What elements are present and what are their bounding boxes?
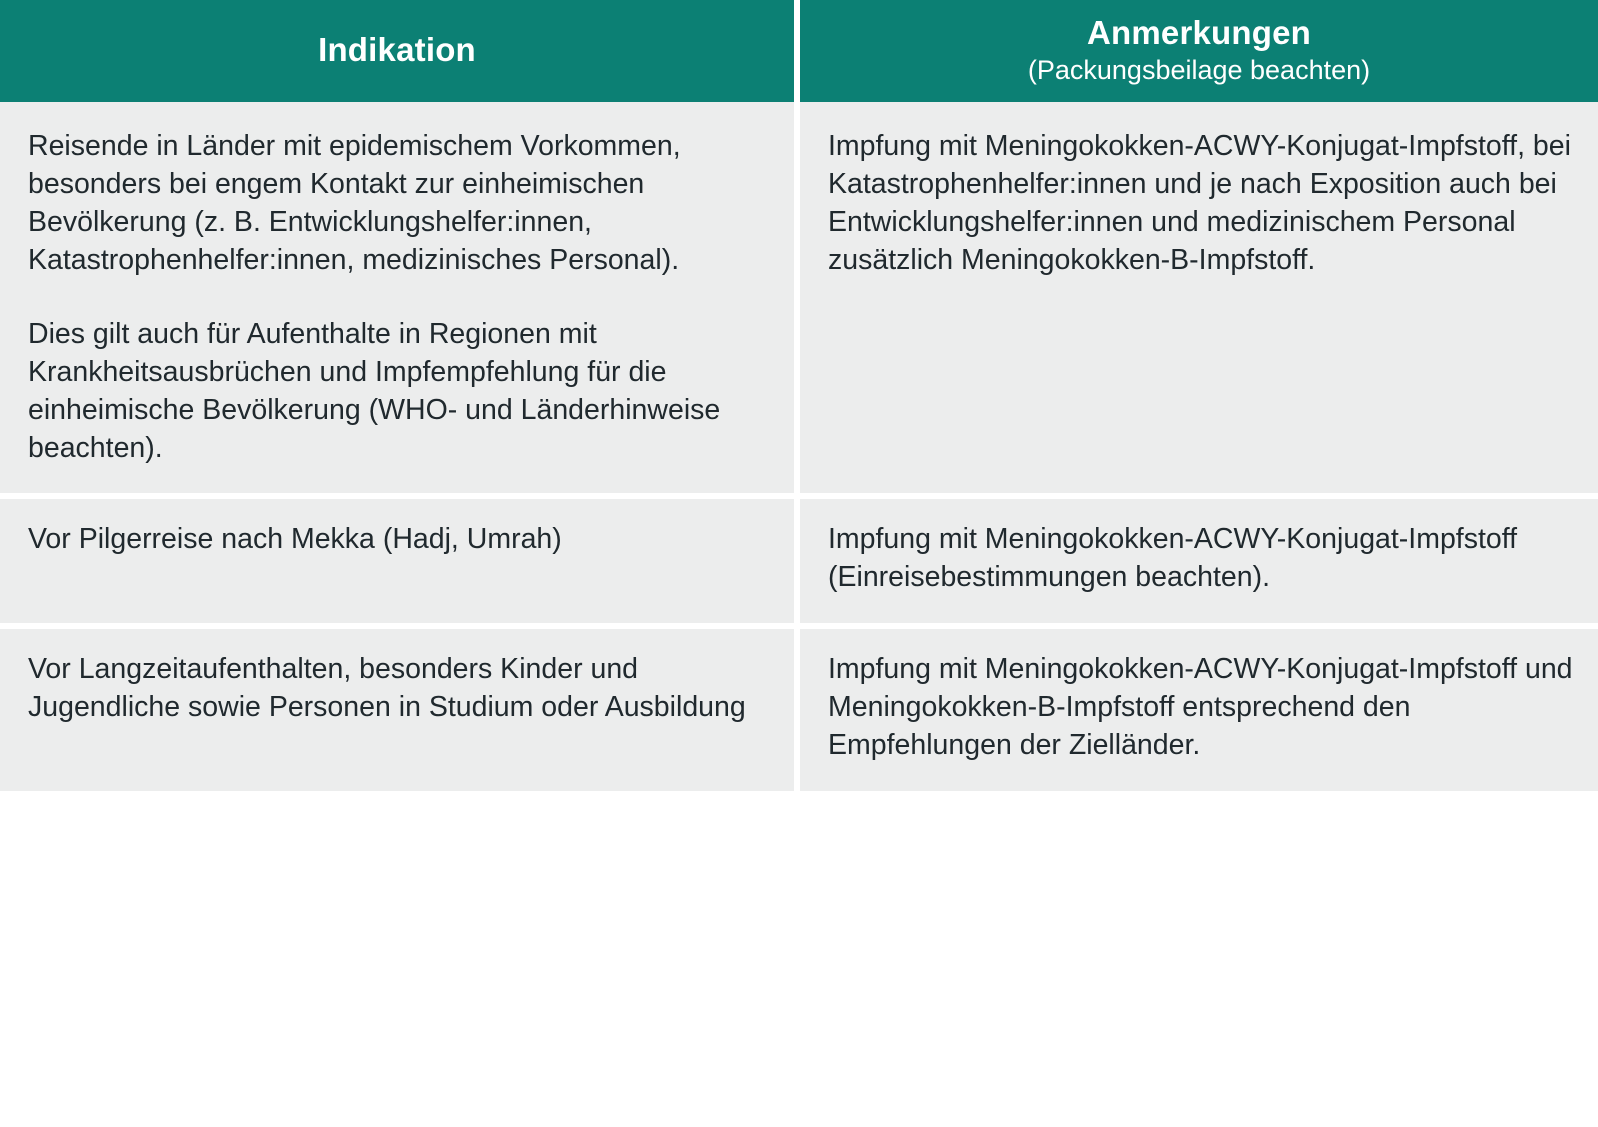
indikation-paragraph: Reisende in Länder mit epidemischem Vorkommen, besonders bei engem Kontakt zur einheimischen Bevölkerung (z. B. Entwicklungshelfer:innen, Katastrophenhelfer:innen, medizinisches Personal). bbox=[28, 130, 681, 276]
column-header-anmerkungen-title: Anmerkungen bbox=[1086, 14, 1312, 51]
cell-indikation bbox=[0, 629, 800, 791]
cell-anmerkungen bbox=[800, 499, 1598, 629]
anmerkungen-paragraph: Impfung mit Meningokokken-ACWY-Konjugat-Impfstoff (Einreisebestimmungen beachten). bbox=[828, 523, 1518, 594]
cell-indikation bbox=[0, 499, 800, 629]
cell-anmerkungen bbox=[800, 629, 1598, 791]
table-row bbox=[0, 629, 1598, 791]
cell-anmerkungen bbox=[800, 102, 1598, 499]
table-body bbox=[0, 102, 1598, 791]
indikation-paragraph: Dies gilt auch für Aufenthalte in Regionen mit Krankheitsausbrüchen und Impfempfehlung für die einheimische Bevölkerung (WHO- und Länderhinweise beachten). bbox=[28, 317, 721, 464]
table-row bbox=[0, 499, 1598, 629]
table-row bbox=[0, 102, 1598, 499]
column-header-anmerkungen bbox=[800, 0, 1598, 102]
anmerkungen-paragraph: Impfung mit Meningokokken-ACWY-Konjugat-Impfstoff und Meningokokken-B-Impfstoff entsprechend den Empfehlungen der Zielländer. bbox=[828, 653, 1573, 762]
cell-indikation bbox=[0, 102, 800, 499]
anmerkungen-paragraph: Impfung mit Meningokokken-ACWY-Konjugat-Impfstoff, bei Katastrophenhelfer:innen und je nach Exposition auch bei Entwicklungshelfer:innen und medizinischem Personal zusätzlich Meningokokken-B-Impfstoff. bbox=[828, 130, 1571, 276]
indikation-paragraph: Vor Langzeitaufenthalten, besonders Kinder und Jugendliche sowie Personen in Studium oder Ausbildung bbox=[28, 653, 746, 724]
table-header-row bbox=[0, 0, 1598, 102]
indikation-paragraph: Vor Pilgerreise nach Mekka (Hadj, Umrah) bbox=[28, 523, 562, 556]
column-header-indikation-title: Indikation bbox=[318, 31, 476, 69]
column-header-anmerkungen-subtitle: (Packungsbeilage beachten) bbox=[1027, 54, 1371, 85]
table-header bbox=[0, 0, 1598, 102]
column-header-indikation bbox=[0, 0, 800, 102]
